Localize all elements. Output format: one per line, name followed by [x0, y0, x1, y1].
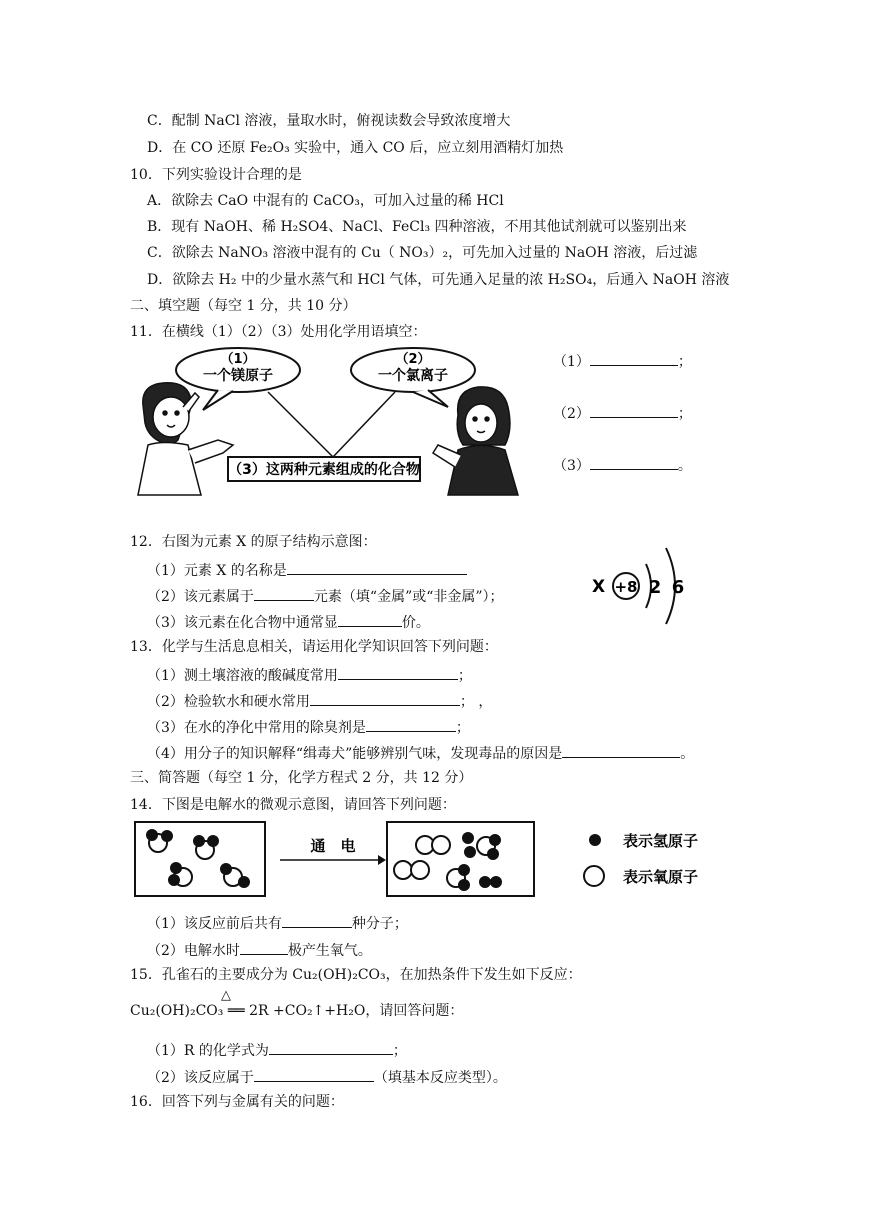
q14-part-1-text: （1）该反应前后共有 [147, 916, 282, 932]
electrolysis-diagram [133, 820, 723, 900]
oxygen-legend-icon [584, 866, 604, 886]
q15-part-1 [147, 1040, 407, 1060]
heat-condition: △ [221, 988, 231, 1003]
option-c-q9: C．配制 NaCl 溶液，量取水时，俯视读数会导致浓度增大 [147, 113, 511, 129]
option-d-q10: D．欲除去 H₂ 中的少量水蒸气和 HCl 气体，可先通入足量的浓 H₂SO₄，后通入 NaOH 溶液 [147, 272, 730, 288]
q13-part-1-text: （1）测土壤溶液的酸碱度常用 [147, 668, 338, 684]
q14-part-2-blank[interactable] [240, 940, 288, 955]
q13-part-1-end: ； [457, 668, 472, 684]
q15-part-2 [147, 1067, 507, 1087]
q11-answer-1-end: ； [677, 354, 692, 370]
q15-part-2-blank[interactable] [254, 1067, 374, 1082]
q12-part-3-blank[interactable] [338, 612, 402, 627]
q13-part-1-blank[interactable] [338, 665, 458, 680]
nucleus-charge: +8 [614, 578, 638, 596]
q11-answer-2-blank[interactable] [590, 403, 678, 418]
question-16: 16．回答下列与金属有关的问题： [130, 1094, 344, 1110]
q11-answer-2 [553, 403, 692, 423]
q13-part-3-text: （3）在水的净化中常用的除臭剂是 [147, 720, 366, 736]
shell-2-electrons: 6 [671, 577, 685, 598]
figure-11-cartoon [133, 345, 538, 497]
option-a-q10: A．欲除去 CaO 中混有的 CaCO₃，可加入过量的稀 HCl [147, 193, 504, 209]
q13-part-3-blank[interactable] [366, 717, 456, 732]
q13-part-2-end: ； ， [459, 694, 493, 710]
q13-part-2-text: （2）检验软水和硬水常用 [147, 694, 310, 710]
q11-answer-3-label: （3） [553, 458, 590, 474]
section-2-heading: 二、填空题（每空 1 分，共 10 分） [130, 298, 357, 314]
option-c-q10: C．欲除去 NaNO₃ 溶液中混有的 Cu（ NO₃）₂，可先加入过量的 NaOH 溶液，后过滤 [147, 245, 698, 261]
q11-answer-1 [553, 351, 692, 371]
bubble-2-num: （2） [395, 352, 431, 367]
q13-part-4-text: （4）用分子的知识解释“缉毒犬”能够辨别气味，发现毒品的原因是 [147, 746, 563, 762]
question-15: 15．孔雀石的主要成分为 Cu₂(OH)₂CO₃，在加热条件下发生如下反应： [130, 967, 582, 983]
option-d-q9: D．在 CO 还原 Fe₂O₃ 实验中，通入 CO 后，应立刻用酒精灯加热 [147, 140, 564, 156]
q12-part-3-text: （3）该元素在化合物中通常显 [147, 615, 338, 631]
q14-part-1-end: 种分子； [351, 916, 408, 932]
q11-answer-3-blank[interactable] [590, 455, 678, 470]
question-10: 10．下列实验设计合理的是 [130, 167, 302, 183]
q11-answer-1-label: （1） [553, 354, 590, 370]
question-11: 11．在横线（1）（2）（3）处用化学用语填空： [130, 324, 427, 340]
question-12: 12．右图为元素 X 的原子结构示意图： [130, 534, 377, 550]
q13-part-3-end: ； [455, 720, 470, 736]
q12-part-1 [147, 560, 467, 580]
q11-answer-2-label: （2） [553, 406, 590, 422]
hydrogen-legend-text: 表示氢原子 [623, 832, 699, 850]
q15-part-1-text: （1）R 的化学式为 [147, 1043, 269, 1059]
element-symbol: X [592, 577, 606, 597]
shell-1-electrons: 2 [648, 577, 662, 598]
q15-part-1-blank[interactable] [269, 1040, 393, 1055]
q12-part-3 [147, 612, 430, 632]
oxygen-legend-text: 表示氧原子 [623, 868, 699, 886]
q12-part-2-end: 元素（填“金属”或“非金属”）； [313, 589, 504, 605]
q13-part-1 [147, 665, 472, 685]
q13-part-4-blank[interactable] [562, 743, 680, 758]
q13-part-4 [147, 743, 694, 763]
q13-part-2-blank[interactable] [310, 691, 460, 706]
q13-part-3 [147, 717, 470, 737]
q15-equation-text: Cu₂(OH)₂CO₃ ══ 2R +CO₂↑+H₂O，请回答问题： [130, 1003, 464, 1019]
hydrogen-legend-icon [589, 834, 601, 846]
compound-box-text: （3）这两种元素组成的化合物 [228, 462, 420, 478]
q11-answer-3 [553, 455, 692, 475]
arrow-label: 通 电 [310, 837, 356, 855]
q15-equation [130, 1002, 463, 1020]
bubble-1-text: 一个镁原子 [203, 368, 273, 384]
q13-part-4-end: 。 [680, 746, 695, 762]
q11-answer-2-end: ； [677, 406, 692, 422]
q15-part-1-end: ； [392, 1043, 407, 1059]
q15-part-2-end: （填基本反应类型）。 [373, 1070, 507, 1086]
girl-illustration [433, 387, 518, 495]
q12-part-2-text: （2）该元素属于 [147, 589, 254, 605]
q14-part-2-end: 极产生氧气。 [287, 943, 372, 959]
bubble-2-text: 一个氯离子 [378, 368, 448, 384]
atom-structure-diagram [588, 538, 698, 633]
q12-part-1-blank[interactable] [287, 560, 467, 575]
q12-part-1-text: （1）元素 X 的名称是 [147, 563, 287, 579]
q12-part-2 [147, 586, 504, 606]
q11-answer-1-blank[interactable] [590, 351, 678, 366]
question-14: 14．下图是电解水的微观示意图，请回答下列问题： [130, 797, 456, 813]
q14-part-2 [147, 940, 372, 960]
q14-part-1 [147, 913, 408, 933]
q14-part-1-blank[interactable] [282, 913, 352, 928]
q14-part-2-text: （2）电解水时 [147, 943, 240, 959]
q13-part-2 [147, 691, 492, 711]
q12-part-3-end: 价。 [401, 615, 430, 631]
q15-part-2-text: （2）该反应属于 [147, 1070, 254, 1086]
q11-answer-3-end: 。 [677, 458, 692, 474]
bubble-1-num: （1） [220, 352, 256, 367]
section-3-heading: 三、简答题（每空 1 分，化学方程式 2 分，共 12 分） [130, 770, 473, 786]
q12-part-2-blank[interactable] [254, 586, 314, 601]
question-13: 13．化学与生活息息相关，请运用化学知识回答下列问题： [130, 639, 498, 655]
option-b-q10: B．现有 NaOH、稀 H₂SO4、NaCl、FeCl₃ 四种溶液，不用其他试剂就可以鉴别出来 [147, 219, 687, 235]
